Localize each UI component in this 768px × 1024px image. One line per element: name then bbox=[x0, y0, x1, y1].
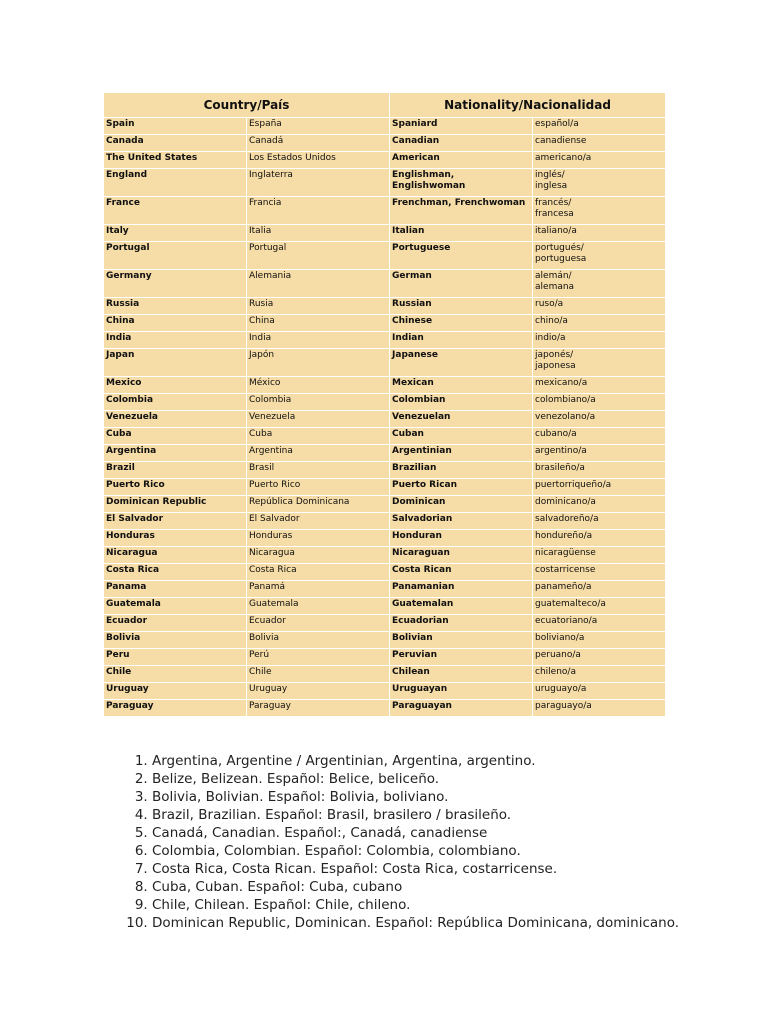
nationality-spanish bbox=[533, 428, 666, 445]
table-body bbox=[104, 118, 666, 717]
nationality-english: Mexican bbox=[390, 377, 533, 394]
nationality-english: Argentinian bbox=[390, 445, 533, 462]
country-english: Cuba bbox=[104, 428, 247, 445]
nationality-spanish-line: salvadoreño/a bbox=[535, 514, 599, 524]
nationality-spanish-line: español/a bbox=[535, 119, 579, 129]
nationality-spanish bbox=[533, 666, 666, 683]
country-spanish: Paraguay bbox=[247, 700, 390, 717]
note-item: 10. Dominican Republic, Dominican. Español: República Dominicana, dominicano. bbox=[152, 914, 752, 932]
table-row bbox=[104, 225, 666, 242]
nationality-spanish-line: dominicano/a bbox=[535, 497, 596, 507]
nationality-english: German bbox=[390, 270, 533, 298]
nationality-spanish bbox=[533, 377, 666, 394]
nationality-spanish bbox=[533, 445, 666, 462]
country-spanish: Argentina bbox=[247, 445, 390, 462]
nationality-spanish bbox=[533, 197, 666, 225]
nationality-spanish-line: chileno/a bbox=[535, 667, 576, 677]
nationality-spanish-line: argentino/a bbox=[535, 446, 587, 456]
nationality-english: Nicaraguan bbox=[390, 547, 533, 564]
nationality-english: Cuban bbox=[390, 428, 533, 445]
nationality-english: Japanese bbox=[390, 349, 533, 377]
country-spanish: Perú bbox=[247, 649, 390, 666]
country-english: Canada bbox=[104, 135, 247, 152]
country-spanish: Alemania bbox=[247, 270, 390, 298]
nationality-spanish bbox=[533, 649, 666, 666]
nationality-spanish-line: costarricense bbox=[535, 565, 596, 575]
table-row bbox=[104, 632, 666, 649]
country-spanish: Inglaterra bbox=[247, 169, 390, 197]
country-english: Argentina bbox=[104, 445, 247, 462]
nationality-spanish bbox=[533, 598, 666, 615]
country-english: Costa Rica bbox=[104, 564, 247, 581]
country-english: Guatemala bbox=[104, 598, 247, 615]
table-header-row bbox=[104, 93, 666, 118]
table-row bbox=[104, 700, 666, 717]
nationality-english: Portuguese bbox=[390, 242, 533, 270]
table-row bbox=[104, 411, 666, 428]
nationality-english: Panamanian bbox=[390, 581, 533, 598]
country-english: Germany bbox=[104, 270, 247, 298]
table-row bbox=[104, 332, 666, 349]
table-row bbox=[104, 377, 666, 394]
country-spanish: Brasil bbox=[247, 462, 390, 479]
nationality-english: Honduran bbox=[390, 530, 533, 547]
nationality-spanish bbox=[533, 298, 666, 315]
country-spanish: Los Estados Unidos bbox=[247, 152, 390, 169]
nationality-spanish-line: brasileño/a bbox=[535, 463, 585, 473]
table-row bbox=[104, 394, 666, 411]
country-english: Paraguay bbox=[104, 700, 247, 717]
nationality-spanish bbox=[533, 135, 666, 152]
nationality-spanish bbox=[533, 496, 666, 513]
nationality-spanish bbox=[533, 349, 666, 377]
nationality-spanish bbox=[533, 118, 666, 135]
nationality-english: Chinese bbox=[390, 315, 533, 332]
header-nationality: Nationality/Nacionalidad bbox=[390, 93, 666, 118]
nationality-spanish-line: peruano/a bbox=[535, 650, 581, 660]
nationality-english: Ecuadorian bbox=[390, 615, 533, 632]
nationality-spanish-line: uruguayo/a bbox=[535, 684, 587, 694]
nationality-english: Chilean bbox=[390, 666, 533, 683]
nationality-spanish-line: alemán/ bbox=[535, 271, 572, 281]
nationality-spanish-line: paraguayo/a bbox=[535, 701, 592, 711]
header-country: Country/País bbox=[104, 93, 390, 118]
country-spanish: Venezuela bbox=[247, 411, 390, 428]
nationality-spanish-line: inglés/ bbox=[535, 170, 565, 180]
nationality-spanish bbox=[533, 581, 666, 598]
country-english: Japan bbox=[104, 349, 247, 377]
country-spanish: Bolivia bbox=[247, 632, 390, 649]
nationality-spanish-line: boliviano/a bbox=[535, 633, 585, 643]
country-english: The United States bbox=[104, 152, 247, 169]
table-row bbox=[104, 530, 666, 547]
country-english: France bbox=[104, 197, 247, 225]
note-item: 3. Bolivia, Bolivian. Español: Bolivia, boliviano. bbox=[152, 788, 752, 806]
nationality-english: Frenchman, Frenchwoman bbox=[390, 197, 533, 225]
nationality-spanish-line: americano/a bbox=[535, 153, 592, 163]
nationality-spanish-line: japonesa bbox=[535, 361, 576, 371]
nationality-english: Puerto Rican bbox=[390, 479, 533, 496]
nationality-spanish bbox=[533, 700, 666, 717]
country-english: Puerto Rico bbox=[104, 479, 247, 496]
table-row bbox=[104, 666, 666, 683]
nationality-english: Guatemalan bbox=[390, 598, 533, 615]
nationality-spanish bbox=[533, 632, 666, 649]
table-row bbox=[104, 615, 666, 632]
table-row bbox=[104, 496, 666, 513]
nationality-spanish-line: cubano/a bbox=[535, 429, 577, 439]
nationality-spanish-line: japonés/ bbox=[535, 350, 574, 360]
country-english: Bolivia bbox=[104, 632, 247, 649]
country-english: Venezuela bbox=[104, 411, 247, 428]
nationality-spanish bbox=[533, 683, 666, 700]
country-spanish: Ecuador bbox=[247, 615, 390, 632]
nationality-english: Brazilian bbox=[390, 462, 533, 479]
table-row bbox=[104, 581, 666, 598]
country-english: China bbox=[104, 315, 247, 332]
country-spanish: México bbox=[247, 377, 390, 394]
nationality-spanish bbox=[533, 547, 666, 564]
nationality-spanish bbox=[533, 479, 666, 496]
country-english: Italy bbox=[104, 225, 247, 242]
table-row bbox=[104, 598, 666, 615]
table-row bbox=[104, 683, 666, 700]
country-spanish: Guatemala bbox=[247, 598, 390, 615]
nationality-spanish bbox=[533, 315, 666, 332]
country-spanish: Japón bbox=[247, 349, 390, 377]
country-english: Panama bbox=[104, 581, 247, 598]
nationality-english: Canadian bbox=[390, 135, 533, 152]
nationality-spanish bbox=[533, 411, 666, 428]
nationality-spanish bbox=[533, 242, 666, 270]
nationality-spanish-line: francés/ bbox=[535, 198, 572, 208]
country-english: Brazil bbox=[104, 462, 247, 479]
country-english: Nicaragua bbox=[104, 547, 247, 564]
table-row bbox=[104, 169, 666, 197]
nationality-english: Englishman, Englishwoman bbox=[390, 169, 533, 197]
country-english: England bbox=[104, 169, 247, 197]
nationality-spanish bbox=[533, 332, 666, 349]
nationality-spanish-line: guatemalteco/a bbox=[535, 599, 606, 609]
nationality-spanish bbox=[533, 530, 666, 547]
country-english: Spain bbox=[104, 118, 247, 135]
country-spanish: Canadá bbox=[247, 135, 390, 152]
country-spanish: Honduras bbox=[247, 530, 390, 547]
table-row bbox=[104, 649, 666, 666]
table-row bbox=[104, 513, 666, 530]
nationality-table-container bbox=[103, 92, 665, 717]
table-row bbox=[104, 118, 666, 135]
table-row bbox=[104, 298, 666, 315]
table-row bbox=[104, 242, 666, 270]
nationality-spanish-line: ecuatoriano/a bbox=[535, 616, 598, 626]
nationality-spanish-line: indio/a bbox=[535, 333, 566, 343]
nationality-spanish-line: inglesa bbox=[535, 181, 568, 191]
country-english: Honduras bbox=[104, 530, 247, 547]
country-english: Peru bbox=[104, 649, 247, 666]
country-spanish: Cuba bbox=[247, 428, 390, 445]
country-spanish: Costa Rica bbox=[247, 564, 390, 581]
nationality-english: Italian bbox=[390, 225, 533, 242]
nationality-spanish-line: portugués/ bbox=[535, 243, 584, 253]
country-spanish: República Dominicana bbox=[247, 496, 390, 513]
country-spanish: Puerto Rico bbox=[247, 479, 390, 496]
nationality-spanish-line: canadiense bbox=[535, 136, 587, 146]
country-spanish: Italia bbox=[247, 225, 390, 242]
table-row bbox=[104, 445, 666, 462]
nationality-spanish bbox=[533, 462, 666, 479]
nationality-english: Venezuelan bbox=[390, 411, 533, 428]
table-row bbox=[104, 152, 666, 169]
country-english: Ecuador bbox=[104, 615, 247, 632]
country-english: Dominican Republic bbox=[104, 496, 247, 513]
nationality-spanish-line: alemana bbox=[535, 282, 575, 292]
nationality-spanish-line: panameño/a bbox=[535, 582, 592, 592]
country-spanish: El Salvador bbox=[247, 513, 390, 530]
nationality-spanish-line: colombiano/a bbox=[535, 395, 596, 405]
nationality-english: Indian bbox=[390, 332, 533, 349]
table-row bbox=[104, 547, 666, 564]
country-english: Russia bbox=[104, 298, 247, 315]
nationality-english: Uruguayan bbox=[390, 683, 533, 700]
table-row bbox=[104, 315, 666, 332]
country-english: Chile bbox=[104, 666, 247, 683]
table-row bbox=[104, 564, 666, 581]
country-spanish: Chile bbox=[247, 666, 390, 683]
nationality-spanish bbox=[533, 152, 666, 169]
note-item: 8. Cuba, Cuban. Español: Cuba, cubano bbox=[152, 878, 752, 896]
country-spanish: Rusia bbox=[247, 298, 390, 315]
note-item: 6. Colombia, Colombian. Español: Colombia, colombiano. bbox=[152, 842, 752, 860]
nationality-spanish-line: puertorriqueño/a bbox=[535, 480, 612, 490]
nationality-spanish-line: mexicano/a bbox=[535, 378, 588, 388]
country-english: Portugal bbox=[104, 242, 247, 270]
country-spanish: Panamá bbox=[247, 581, 390, 598]
nationality-spanish bbox=[533, 513, 666, 530]
nationality-spanish bbox=[533, 169, 666, 197]
country-english: Mexico bbox=[104, 377, 247, 394]
table-row bbox=[104, 135, 666, 152]
nationality-spanish bbox=[533, 615, 666, 632]
nationality-spanish bbox=[533, 270, 666, 298]
notes-list bbox=[128, 752, 752, 932]
table-row bbox=[104, 479, 666, 496]
nationality-english: Dominican bbox=[390, 496, 533, 513]
nationality-english: Paraguayan bbox=[390, 700, 533, 717]
nationality-spanish bbox=[533, 225, 666, 242]
table-row bbox=[104, 462, 666, 479]
nationality-spanish-line: francesa bbox=[535, 209, 574, 219]
country-english: India bbox=[104, 332, 247, 349]
table-row bbox=[104, 349, 666, 377]
nationality-spanish-line: portuguesa bbox=[535, 254, 587, 264]
country-english: Uruguay bbox=[104, 683, 247, 700]
nationality-english: Russian bbox=[390, 298, 533, 315]
nationality-english: Colombian bbox=[390, 394, 533, 411]
note-item: 4. Brazil, Brazilian. Español: Brasil, brasilero / brasileño. bbox=[152, 806, 752, 824]
country-spanish: Portugal bbox=[247, 242, 390, 270]
country-spanish: China bbox=[247, 315, 390, 332]
nationality-spanish-line: nicaragüense bbox=[535, 548, 596, 558]
note-item: 9. Chile, Chilean. Español: Chile, chileno. bbox=[152, 896, 752, 914]
nationality-spanish-line: chino/a bbox=[535, 316, 568, 326]
table-row bbox=[104, 270, 666, 298]
nationality-english: American bbox=[390, 152, 533, 169]
country-spanish: Francia bbox=[247, 197, 390, 225]
table-row bbox=[104, 197, 666, 225]
note-item: 1. Argentina, Argentine / Argentinian, Argentina, argentino. bbox=[152, 752, 752, 770]
nationality-english: Spaniard bbox=[390, 118, 533, 135]
nationality-english: Salvadorian bbox=[390, 513, 533, 530]
nationality-english: Peruvian bbox=[390, 649, 533, 666]
nationality-spanish-line: hondureño/a bbox=[535, 531, 593, 541]
country-english: Colombia bbox=[104, 394, 247, 411]
nationality-spanish-line: ruso/a bbox=[535, 299, 564, 309]
nationality-english: Costa Rican bbox=[390, 564, 533, 581]
note-item: 2. Belize, Belizean. Español: Belice, beliceño. bbox=[152, 770, 752, 788]
country-english: El Salvador bbox=[104, 513, 247, 530]
country-spanish: Uruguay bbox=[247, 683, 390, 700]
country-spanish: India bbox=[247, 332, 390, 349]
table-row bbox=[104, 428, 666, 445]
note-item: 7. Costa Rica, Costa Rican. Español: Costa Rica, costarricense. bbox=[152, 860, 752, 878]
country-spanish: Nicaragua bbox=[247, 547, 390, 564]
country-spanish: Colombia bbox=[247, 394, 390, 411]
nationality-spanish-line: italiano/a bbox=[535, 226, 577, 236]
nationality-table bbox=[103, 92, 666, 717]
nationality-english: Bolivian bbox=[390, 632, 533, 649]
nationality-spanish-line: venezolano/a bbox=[535, 412, 596, 422]
nationality-spanish bbox=[533, 394, 666, 411]
country-spanish: España bbox=[247, 118, 390, 135]
note-item: 5. Canadá, Canadian. Español:, Canadá, canadiense bbox=[152, 824, 752, 842]
nationality-spanish bbox=[533, 564, 666, 581]
